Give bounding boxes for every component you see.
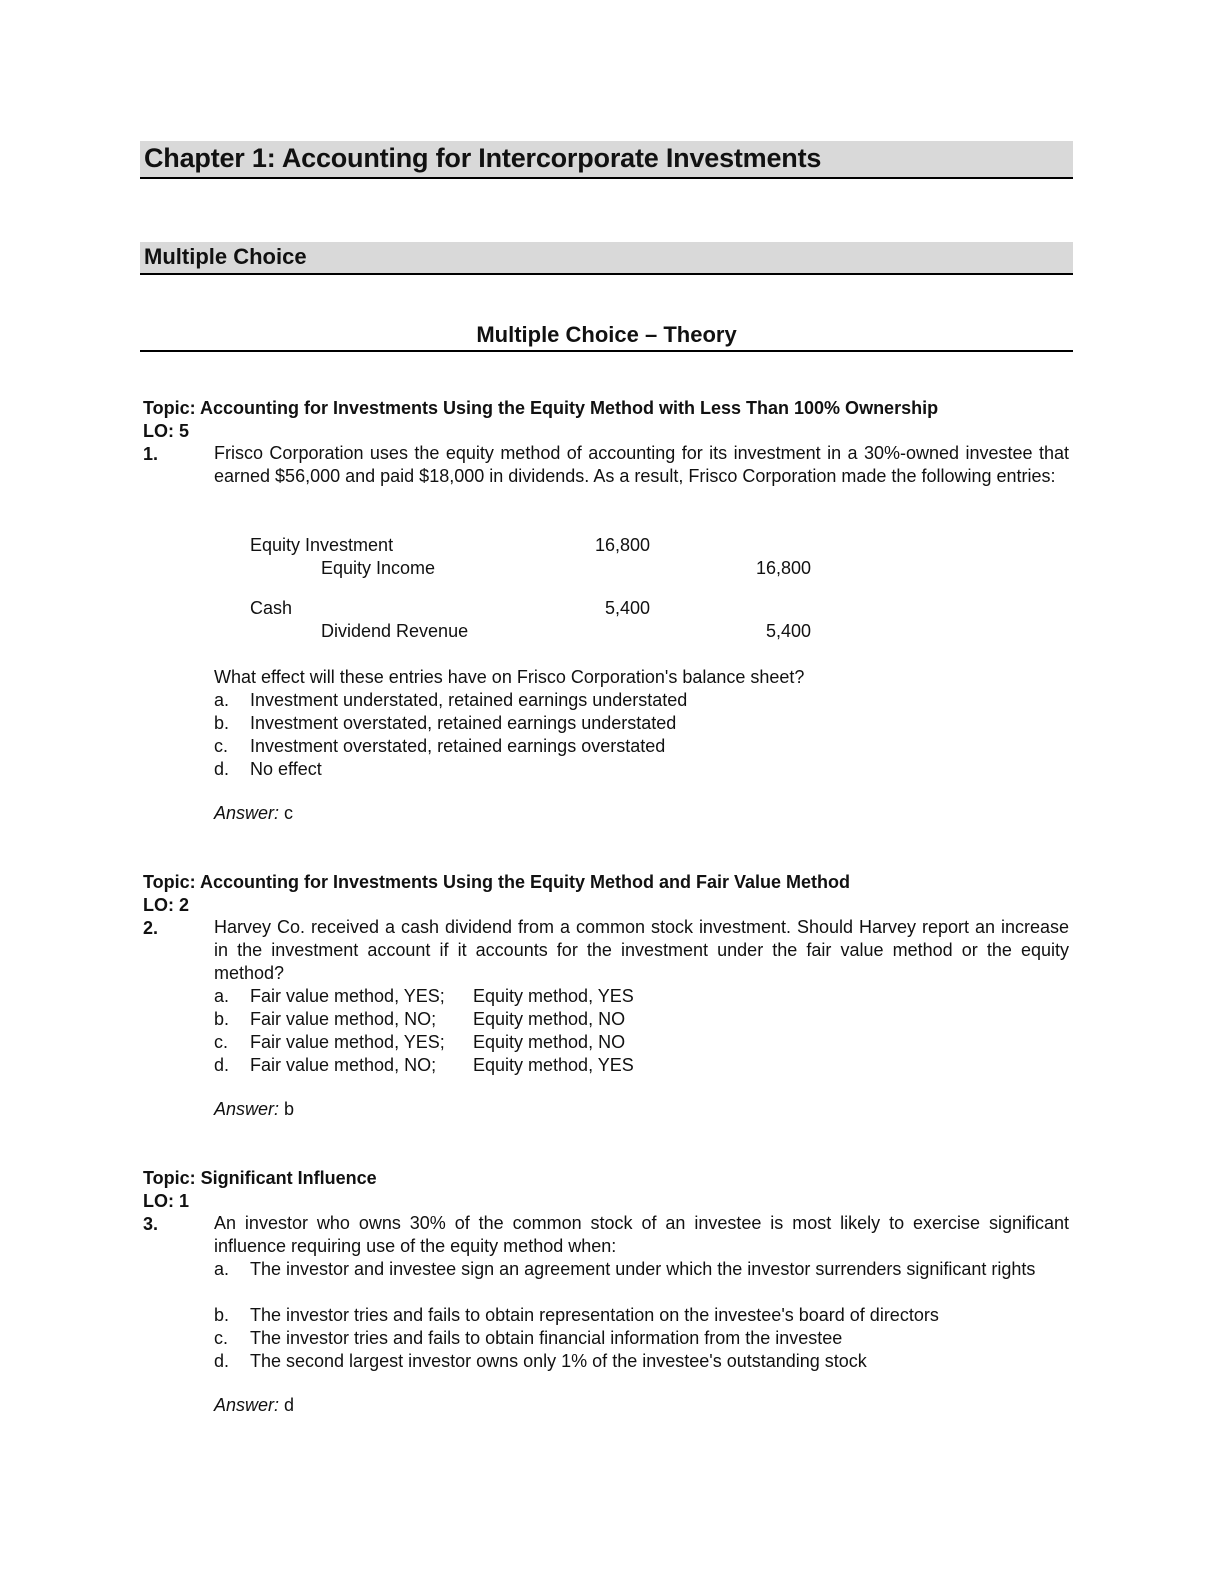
journal-credit-amount: 5,400 bbox=[765, 621, 811, 641]
option-fair-value: Fair value method, YES; bbox=[250, 1032, 445, 1052]
journal-credit-account: Dividend Revenue bbox=[321, 621, 469, 641]
option-fair-value: Fair value method, NO; bbox=[250, 1055, 437, 1075]
option-text: The investor tries and fails to obtain financial information from the investee bbox=[250, 1328, 843, 1348]
question-topic: Topic: Accounting for Investments Using the Equity Method with Less Than 100% Ownership bbox=[143, 398, 939, 418]
journal-debit-account: Cash bbox=[250, 598, 293, 618]
answer-label: Answer: bbox=[214, 1395, 280, 1415]
option-letter: b. bbox=[214, 713, 230, 733]
learning-objective: LO: 5 bbox=[143, 421, 190, 441]
option-text: Investment overstated, retained earnings understated bbox=[250, 713, 677, 733]
answer-option bbox=[214, 1327, 1069, 1350]
journal-debit-account: Equity Investment bbox=[250, 535, 394, 555]
option-fair-value: Fair value method, NO; bbox=[250, 1009, 437, 1029]
question-text: Frisco Corporation uses the equity method of accounting for its investment in a 30%-owned investee that earned $56,000 and paid $18,000 in dividends. As a result, Frisco Corporation made the following entries: bbox=[214, 443, 1069, 486]
learning-objective: LO: 1 bbox=[143, 1191, 190, 1211]
section-header bbox=[140, 242, 1073, 275]
question-number: 1. bbox=[143, 444, 159, 464]
answer-option bbox=[214, 1008, 1069, 1031]
option-text: The investor tries and fails to obtain representation on the investee's board of directors bbox=[250, 1305, 939, 1325]
answer-option bbox=[214, 735, 1069, 758]
option-text: No effect bbox=[250, 759, 322, 779]
question-text: An investor who owns 30% of the common stock of an investee is most likely to exercise significant influence requiring use of the equity method when: bbox=[214, 1213, 1069, 1256]
option-letter: a. bbox=[214, 1259, 230, 1279]
answer-option bbox=[214, 1350, 1069, 1373]
section-title: Multiple Choice bbox=[144, 244, 307, 269]
answer-value: b bbox=[284, 1099, 295, 1119]
journal-credit-account: Equity Income bbox=[321, 558, 436, 578]
answer-option bbox=[214, 689, 1069, 712]
option-letter: a. bbox=[214, 690, 230, 710]
question-text: Harvey Co. received a cash dividend from a common stock investment. Should Harvey report an increase in the investment account if it accounts for the investment under the fair value method or the equity method? bbox=[214, 917, 1069, 983]
answer-option bbox=[214, 1031, 1069, 1054]
answer-option bbox=[214, 985, 1069, 1008]
option-text: Investment understated, retained earnings understated bbox=[250, 690, 688, 710]
option-fair-value: Fair value method, YES; bbox=[250, 986, 445, 1006]
answer-option bbox=[214, 1054, 1069, 1077]
answer-option bbox=[214, 1304, 1069, 1327]
option-text: The investor and investee sign an agreement under which the investor surrenders significant rights bbox=[250, 1259, 1036, 1279]
journal-credit-amount: 16,800 bbox=[755, 558, 811, 578]
option-letter: c. bbox=[214, 1032, 229, 1052]
question-topic: Topic: Significant Influence bbox=[143, 1168, 377, 1188]
option-letter: b. bbox=[214, 1305, 230, 1325]
option-equity: Equity method, NO bbox=[473, 1032, 626, 1052]
question-topic: Topic: Accounting for Investments Using the Equity Method and Fair Value Method bbox=[143, 872, 851, 892]
answer-option bbox=[214, 712, 1069, 735]
answer-label: Answer: bbox=[214, 1099, 280, 1119]
answer-value: c bbox=[284, 803, 294, 823]
chapter-header bbox=[140, 141, 1073, 179]
answer-line bbox=[214, 1395, 294, 1416]
option-letter: c. bbox=[214, 736, 229, 756]
answer-option bbox=[214, 1258, 1069, 1281]
question-prompt: What effect will these entries have on Frisco Corporation's balance sheet? bbox=[214, 667, 805, 687]
answer-label: Answer: bbox=[214, 803, 280, 823]
option-letter: d. bbox=[214, 1055, 230, 1075]
option-letter: a. bbox=[214, 986, 230, 1006]
journal-debit-amount: 16,800 bbox=[594, 535, 650, 555]
option-text: Investment overstated, retained earnings overstated bbox=[250, 736, 666, 756]
answer-value: d bbox=[284, 1395, 295, 1415]
question-number: 3. bbox=[143, 1214, 159, 1234]
answer-line bbox=[214, 1099, 294, 1120]
option-equity: Equity method, YES bbox=[473, 1055, 634, 1075]
learning-objective: LO: 2 bbox=[143, 895, 190, 915]
option-text: The second largest investor owns only 1% of the investee's outstanding stock bbox=[250, 1351, 867, 1371]
subsection-header bbox=[140, 321, 1073, 352]
option-letter: b. bbox=[214, 1009, 230, 1029]
option-equity: Equity method, YES bbox=[473, 986, 634, 1006]
answer-line bbox=[214, 803, 293, 824]
option-letter: c. bbox=[214, 1328, 229, 1348]
chapter-title: Chapter 1: Accounting for Intercorporate Investments bbox=[144, 143, 822, 173]
answer-option bbox=[214, 758, 1069, 781]
option-letter: d. bbox=[214, 759, 230, 779]
subsection-title: Multiple Choice – Theory bbox=[476, 322, 737, 347]
option-letter: d. bbox=[214, 1351, 230, 1371]
journal-debit-amount: 5,400 bbox=[604, 598, 650, 618]
question-number: 2. bbox=[143, 918, 159, 938]
option-equity: Equity method, NO bbox=[473, 1009, 626, 1029]
